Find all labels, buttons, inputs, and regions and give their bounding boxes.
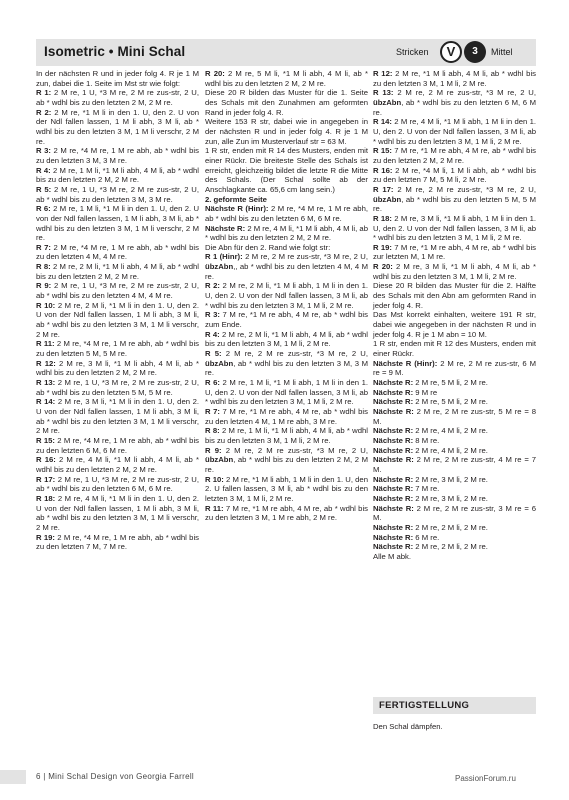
paragraph: R 15: 2 M re, *4 M re, 1 M re abh, ab * wdhl bis zu den letzten 6 M, 6 M re. [36,435,199,455]
paragraph: R 7: 2 M re, *4 M re, 1 M re abh, ab * wdhl bis zu den letzten 4 M, 4 M re. [36,242,199,262]
paragraph: R 20: 2 M re, 5 M li, *1 M li abh, 4 M li, ab * wdhl bis zu den letzten 2 M, 2 M re. [205,69,368,88]
paragraph: Das Mst korrekt einhalten, weitere 191 R str, dabei wie angegeben in der nächsten R und in jeder folg 4. R je 1 M abn = 10 M. [373,310,536,339]
paragraph: R 18: 2 M re, 3 M li, *1 M li abh, 1 M li in den 1. U, den 2. U von der Ndl fallen lassen, 3 M li, ab * wdhl bis zu den letzten 3 M, 1 M li, 2 M re. [373,213,536,243]
page-number: 6 [36,772,41,781]
paragraph: R 14: 2 M re, 4 M li, *1 M li abh, 1 M li in den 1. U, den 2. U von der Ndl fallen lassen, 3 M li, ab * wdhl bis zu den letzten 3 M, 1 M li, 2 M re. [373,117,536,146]
paragraph: R 13: 2 M re, 1 U, *3 M re, 2 M re zus-str, 2 U, ab * wdhl bis zu den letzten 5 M, 5 M re. [36,378,199,397]
section-heading-bar [373,697,536,714]
finishing-text: Den Schal dämpfen. [373,722,443,731]
paragraph: Nächste R (Hinr): 2 M re, *4 M re, 1 M re abh, ab * wdhl bis zu den letzten 6 M, 6 M re. [205,204,368,223]
paragraph: In der nächsten R und in jeder folg 4. R je 1 M zun, dabei die 1. Seite im Mst str wie folgt: [36,69,199,88]
footer-accent [0,770,26,784]
paragraph: 1 R str, enden mit R 12 des Musters, enden mit einer Rückr. [373,339,536,359]
paragraph: R 3: 7 M re, *1 M re abh, 4 M re, ab * wdhl bis zum Ende. [205,310,368,330]
paragraph: Die Abn für den 2. Rand wie folgt str: [205,242,331,252]
paragraph: Nächste R: 7 M re. [373,484,440,494]
paragraph: Alle M abk. [373,551,412,561]
paragraph: R 19: 7 M re, *1 M re abh, 4 M re, ab * wdhl bis zur letzten M, 1 M re. [373,242,536,262]
paragraph: R 2: 2 M re, *1 M li in den 1. U, den 2. U von der Ndl fallen lassen, 1 M li abh, 3 M li, ab * wdhl bis zu den letzten 3 M, 1 M li verschr, 2 M re. [36,107,199,146]
paragraph: R 9: 2 M re, 1 U, *3 M re, 2 M re zus-str, 2 U, ab * wdhl bis zu den letzten 4 M, 4 M re. [36,281,199,301]
difficulty-star-icon: 3 [464,41,486,63]
text-column-2 [205,69,368,523]
paragraph: R 11: 7 M re, *1 M re abh, 4 M re, ab * wdhl bis zu den letzten 3 M, 1 M re abh, 2 M re. [205,503,368,523]
paragraph: R 12: 2 M re, *1 M li abh, 4 M li, ab * wdhl bis zu den letzten 3 M, 1 M li, 2 M re. [373,69,536,88]
page-title: Isometric • Mini Schal [44,44,186,59]
paragraph: R 5: 2 M re, 1 U, *3 M re, 2 M re zus-str, 2 U, ab * wdhl bis zu den letzten 3 M, 3 M re. [36,184,199,204]
paragraph: R 2: 2 M re, 2 M li, *1 M li abh, 1 M li in den 1. U, den 2. U von der Ndl fallen lassen, 3 M li, ab * wdhl bis zu den letzten 3 M, 1 M li, 2 M re. [205,281,368,310]
paragraph: Nächste R: 9 M re [373,387,438,397]
text-column-3 [373,69,536,561]
paragraph: Nächste R: 8 M re. [373,435,440,445]
paragraph: Diese 20 R bilden das Muster für die 1. Seite des Schals mit den Zunahmen am geformten Rand in jeder folg 4. R. [205,88,368,117]
text-column-1 [36,69,199,552]
paragraph: Nächste R: 2 M re, 4 M li, *1 M li abh, 4 M li, ab * wdhl bis zu den letzten 2 M, 2 M re. [205,223,368,243]
paragraph: Nächste R: 2 M re, 4 M li, 2 M re. [373,445,488,455]
paragraph: R 17: 2 M re, 2 M re zus-str, *3 M re, 2 U, übzAbn, ab * wdhl bis zu den letzten 5 M, 5 M re. [373,184,536,214]
paragraph: Nächste R: 2 M re, 2 M li, 2 M re. [373,542,488,552]
paragraph: R 4: 2 M re, 1 M li, *1 M li abh, 4 M li, ab * wdhl bis zu den letzten 2 M, 2 M re. [36,165,199,185]
paragraph: R 11: 2 M re, *4 M re, 1 M re abh, ab * wdhl bis zu den letzten 5 M, 5 M re. [36,339,199,359]
technique-label: Stricken [396,47,429,57]
paragraph: R 1 (Hinr): 2 M re, 2 M re zus-str, *3 M re, 2 U, übzAbn,, ab * wdhl bis zu den letzten 4 M, 4 M re. [205,252,368,281]
paragraph: R 17: 2 M re, 1 U, *3 M re, 2 M re zus-str, 2 U, ab * wdhl bis zu den letzten 6 M, 6 M re. [36,474,199,494]
paragraph: R 1: 2 M re, 1 U, *3 M re, 2 M re zus-str, 2 U, ab * wdhl bis zu den letzten 2 M, 2 M re. [36,88,199,107]
paragraph: Nächste R: 2 M re, 2 M li, 2 M re. [373,522,488,532]
watermark: PassionForum.ru [455,774,516,783]
paragraph: 2. geformte Seite [205,194,267,204]
paragraph: R 12: 2 M re, 3 M li, *1 M li abh, 4 M li, ab * wdhl bis zu den letzten 2 M, 2 M re. [36,358,199,378]
paragraph: Diese 20 R bilden das Muster für die 2. Hälfte des Schals mit den Abn am geformten Rand in jeder folg 4. R. [373,281,536,310]
paragraph: Nächste R: 2 M re, 3 M li, 2 M re. [373,493,488,503]
paragraph: Nächste R: 6 M re. [373,532,440,542]
paragraph: Nächste R: 2 M re, 2 M re zus-str, 4 M re = 7 M. [373,455,536,474]
paragraph: R 20: 2 M re, 3 M li, *1 M li abh, 4 M li, ab * wdhl bis zu den letzten 3 M, 1 M li, 2 M re. [373,262,536,281]
knit-stitch-icon: V [440,41,462,63]
page-footer: 6 | Mini Schal Design von Georgia Farrell [36,772,195,781]
paragraph: Nächste R: 2 M re, 5 M li, 2 M re. [373,397,488,407]
paragraph: Nächste R: 2 M re, 2 M re zus-str, 3 M re = 6 M. [373,503,536,523]
paragraph: Nächste R: 2 M re, 5 M li, 2 M re. [373,378,488,387]
paragraph: R 18: 2 M re, 4 M li, *1 M li in den 1. U, den 2. U von der Ndl fallen lassen, 1 M li abh, 3 M li, ab * wdhl bis zu den letzten 3 M, 1 M li verschr, 2 M re. [36,493,199,532]
footer-credit: Mini Schal Design von Georgia Farrell [48,772,195,781]
paragraph: R 14: 2 M re, 3 M li, *1 M li in den 1. U, den 2. U von der Ndl fallen lassen, 1 M li abh, 3 M li, ab * wdhl bis zu den letzten 3 M, 1 M li verschr, 2 M re. [36,397,199,436]
paragraph: R 8: 2 M re, 2 M li, *1 M li abh, 4 M li, ab * wdhl bis zu den letzten 2 M, 2 M re. [36,262,199,281]
paragraph: Nächste R: 2 M re, 4 M li, 2 M re. [373,426,488,436]
paragraph: Nächste R: 2 M re, 2 M re zus-str, 5 M re = 8 M. [373,406,536,426]
paragraph: R 10: 2 M re, *1 M li abh, 1 M li in den 1. U, den 2. U fallen lassen, 3 M li, ab * wdhl bis zu den letzten 3 M, 1 M li, 2 M re. [205,474,368,503]
paragraph: R 15: 7 M re, *1 M re abh, 4 M re, ab * wdhl bis zu den letzten 2 M, 2 M re. [373,146,536,165]
paragraph: R 5: 2 M re, 2 M re zus-str, *3 M re, 2 U, übzAbn, ab * wdhl bis zu den letzten 3 M, 3 M re. [205,349,368,378]
paragraph: R 9: 2 M re, 2 M re zus-str, *3 M re, 2 U, übzAbn, ab * wdhl bis zu den letzten 2 M, 2 M re. [205,445,368,474]
paragraph: R 7: 7 M re, *1 M re abh, 4 M re, ab * wdhl bis zu den letzten 4 M, 1 M re abh, 3 M re. [205,406,368,426]
paragraph: 1 R str, enden mit R 14 des Musters, enden mit einer Rückr. Die breiteste Stelle des Schals ist erreicht, gleichzeitig bildet die letzte R die Mitte des Schals. (Der Schal sollte ab der Anschlagkante ca. 65,6 cm lang sein.) [205,146,368,194]
difficulty-label: Mittel [491,47,513,57]
paragraph: R 8: 2 M re, 1 M li, *1 M li abh, 4 M li, ab * wdhl bis zu den letzten 3 M, 1 M li, 2 M re. [205,426,368,445]
paragraph: Nächste R (Hinr): 2 M re, 2 M re zus-str, 6 M re = 9 M. [373,358,536,378]
paragraph: R 4: 2 M re, 2 M li, *1 M li abh, 4 M li, ab * wdhl bis zu den letzten 3 M, 1 M li, 2 M re. [205,329,368,349]
paragraph: R 3: 2 M re, *4 M re, 1 M re abh, ab * wdhl bis zu den letzten 3 M, 3 M re. [36,146,199,165]
paragraph: Weitere 153 R str, dabei wie in angegeben in der nächsten R und in jeder folg 4. R je 1 M zun, alle Zun im Musterverlauf str = 63 M. [205,117,368,146]
paragraph: R 6: 2 M re, 1 M li, *1 M li in den 1. U, den 2. U von der Ndl fallen lassen, 1 M li abh, 3 M li, ab * wdhl bis zu den letzten 3 M, 1 M li verschr, 2 M re. [36,204,200,243]
page-header [36,39,536,66]
section-heading-finishing: FERTIGSTELLUNG [379,700,470,711]
paragraph: R 16: 2 M re, 4 M li, *1 M li abh, 4 M li, ab * wdhl bis zu den letzten 2 M, 2 M re. [36,455,199,474]
paragraph: R 19: 2 M re, *4 M re, 1 M re abh, ab * wdhl bis zu den letzten 7 M, 7 M re. [36,532,199,552]
paragraph: R 10: 2 M re, 2 M li, *1 M li in den 1. U, den 2. U von der Ndl fallen lassen, 1 M li abh, 3 M li, ab * wdhl bis zu den letzten 3 M, 1 M li verschr, 2 M re. [36,300,199,339]
paragraph: Nächste R: 2 M re, 3 M li, 2 M re. [373,474,488,484]
paragraph: R 13: 2 M re, 2 M re zus-str, *3 M re, 2 U, übzAbn, ab * wdhl bis zu den letzten 6 M, 6 M re. [373,88,536,117]
paragraph: R 16: 2 M re, *4 M li, 1 M li abh, ab * wdhl bis zu den letzten 7 M, 5 M li, 2 M re. [373,165,536,185]
paragraph: R 6: 2 M re, 1 M li, *1 M li abh, 1 M li in den 1. U, den 2. U von der Ndl fallen lassen, 3 M li, ab * wdhl bis zu den letzten 3 M, 1 M li, 2 M re. [205,378,368,407]
